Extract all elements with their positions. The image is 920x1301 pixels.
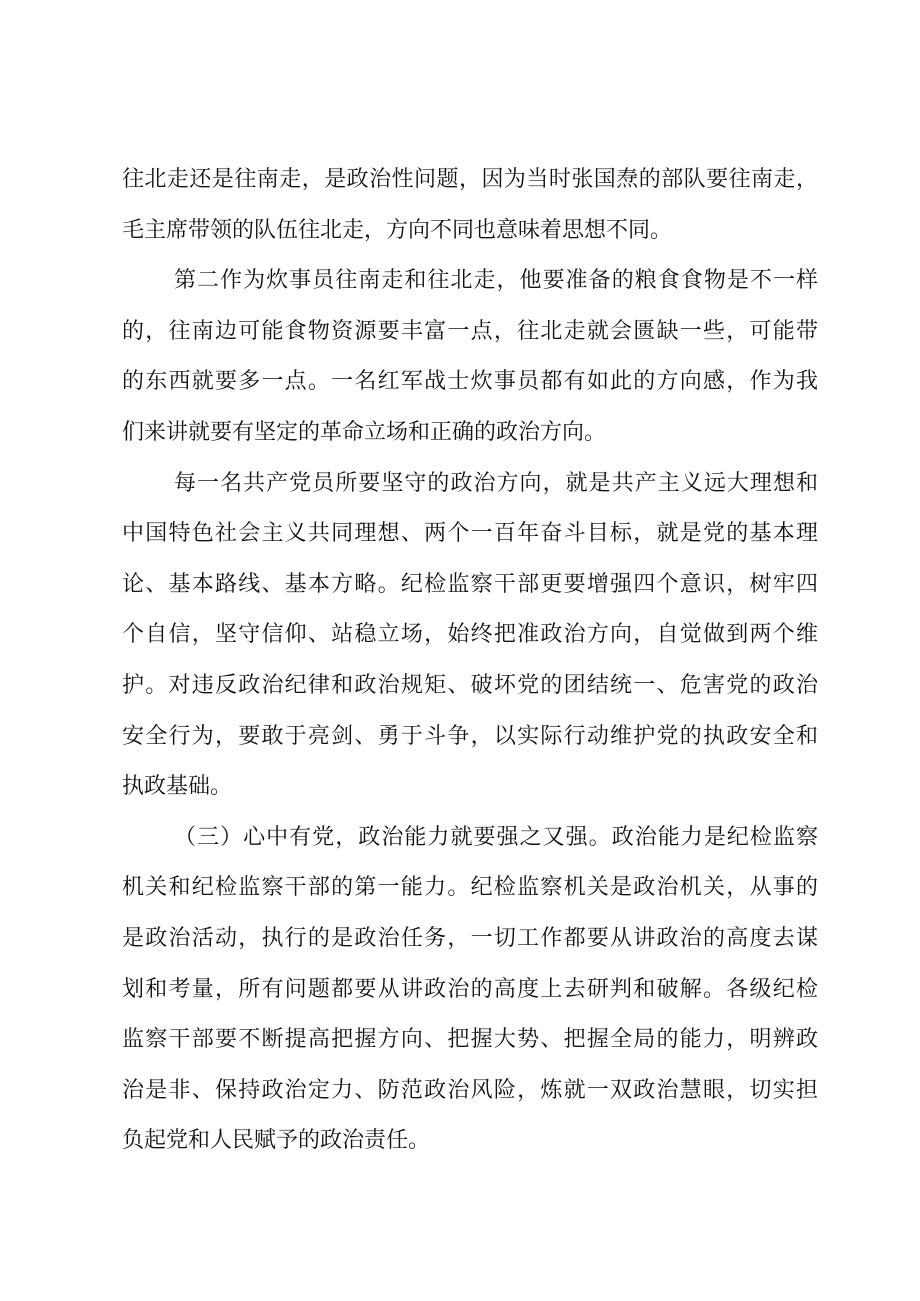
text-line: 安全行为，要敢于亮剑、勇于斗争，以实际行动维护党的执政安全和 [122, 723, 818, 749]
paragraph-2 [122, 256, 818, 458]
text-line: 护。对违反政治纪律和政治规矩、破坏党的团结统一、危害党的政治 [122, 672, 818, 698]
text-line: 是政治活动，执行的是政治任务，一切工作都要从讲政治的高度去谋 [122, 925, 818, 951]
text-line: 毛主席带领的队伍往北走，方向不同也意味着思想不同。 [122, 217, 673, 243]
text-line: 治是非、保持政治定力、防范政治风险，炼就一双政治慧眼，切实担 [122, 1077, 818, 1103]
text-line: 往北走还是往南走，是政治性问题，因为当时张国焘的部队要往南走， [122, 167, 818, 192]
text-line: 们来讲就要有坚定的革命立场和正确的政治方向。 [122, 419, 607, 445]
text-line: 第二作为炊事员往南走和往北走，他要准备的粮食食物是不一样 [174, 268, 818, 294]
paragraph-1 [122, 155, 818, 256]
text-line: 的东西就要多一点。一名红军战士炊事员都有如此的方向感，作为我 [122, 369, 818, 395]
text-line: 负起党和人民赋予的政治责任。 [122, 1128, 431, 1154]
text-line: 个自信，坚守信仰、站稳立场，始终把准政治方向，自觉做到两个维 [122, 622, 818, 648]
document-body [122, 155, 818, 1167]
text-line: 的，往南边可能食物资源要丰富一点，往北走就会匮缺一些，可能带 [122, 318, 818, 344]
text-line: 监察干部要不断提高把握方向、把握大势、把握全局的能力，明辨政 [122, 1027, 818, 1053]
text-line: （三）心中有党，政治能力就要强之又强。政治能力是纪检监察 [174, 824, 818, 850]
text-line: 每一名共产党员所要坚守的政治方向，就是共产主义远大理想和 [174, 470, 818, 496]
text-line: 机关和纪检监察干部的第一能力。纪检监察机关是政治机关，从事的 [122, 875, 818, 901]
text-line: 中国特色社会主义共同理想、两个一百年奋斗目标，就是党的基本理 [122, 521, 818, 547]
paragraph-4 [122, 813, 818, 1167]
text-line: 执政基础。 [122, 774, 233, 800]
text-line: 论、基本路线、基本方略。纪检监察干部更要增强四个意识，树牢四 [122, 571, 818, 597]
paragraph-3 [122, 459, 818, 813]
text-line: 划和考量，所有问题都要从讲政治的高度上去研判和破解。各级纪检 [122, 976, 818, 1002]
